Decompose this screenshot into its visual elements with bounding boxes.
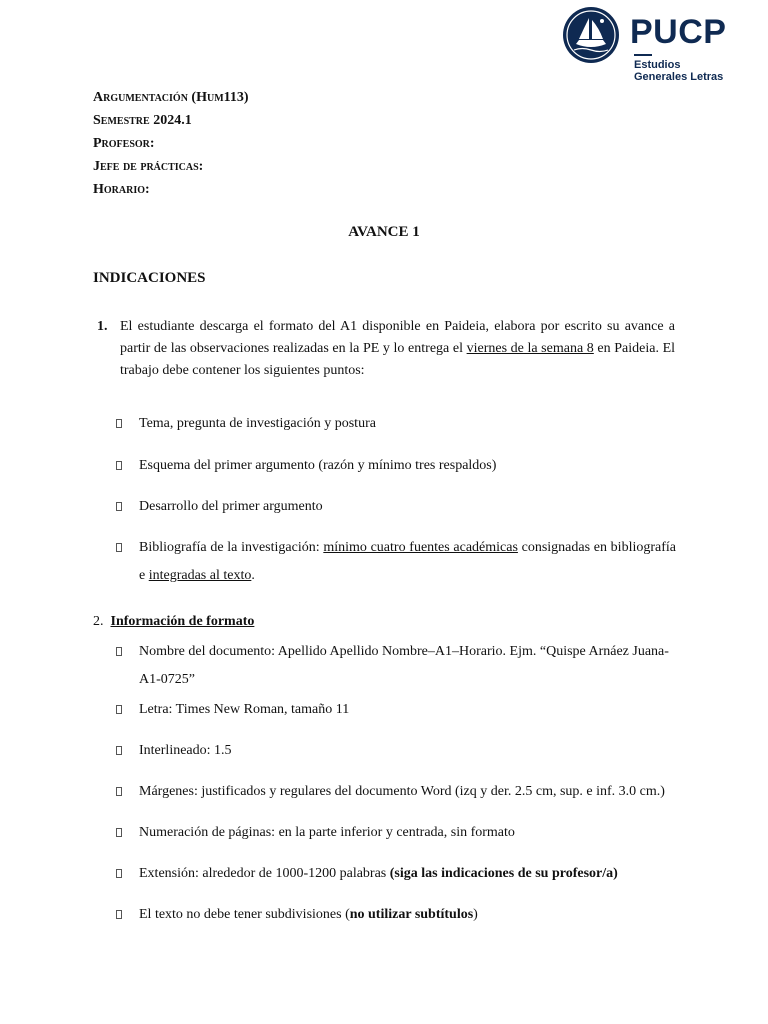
instruction-item-2 — [93, 611, 254, 633]
bullet-box-icon — [116, 910, 122, 919]
logo-subtitle-line1: Estudios — [634, 59, 681, 71]
bullet-box-icon — [116, 746, 122, 755]
logo-subtitle — [634, 59, 723, 83]
bullet-box-icon — [116, 461, 122, 470]
instruction-item-1 — [93, 316, 675, 382]
list-item: Tema, pregunta de investigación y postura — [116, 410, 676, 438]
section-heading: INDICACIONES — [93, 270, 206, 286]
list-item: Interlineado: 1.5 — [116, 737, 676, 765]
list-item: Numeración de páginas: en la parte inferior y centrada, sin formato — [116, 819, 676, 847]
list-item: El texto no debe tener subdivisiones (no utilizar subtítulos) — [116, 901, 676, 929]
list-item: Márgenes: justificados y regulares del documento Word (izq y der. 2.5 cm, sup. e inf. 3.0 cm.) — [116, 778, 676, 806]
logo-divider — [634, 54, 652, 56]
professor-label: Profesor: — [93, 136, 155, 151]
bullet-box-icon — [116, 828, 122, 837]
page-title: AVANCE 1 — [348, 224, 420, 240]
schedule-label: Horario: — [93, 182, 150, 197]
bullet-box-icon — [116, 705, 122, 714]
pucp-logo — [562, 4, 746, 84]
semester-label: Semestre 2024.1 — [93, 113, 192, 128]
list-item: Nombre del documento: Apellido Apellido Nombre–A1–Horario. Ejm. “Quispe Arnáez Juana-A1-0725” — [116, 638, 676, 694]
bullet-box-icon — [116, 543, 122, 552]
list-item: Desarrollo del primer argumento — [116, 493, 676, 521]
deadline-text: viernes de la semana 8 — [466, 341, 594, 356]
item-number: 2. — [93, 614, 104, 629]
item-text: El estudiante descarga el formato del A1 disponible en Paideia, elabora por escrito su avance a partir de las observaciones realizadas en la PE y lo entrega el viernes de la semana 8 en Paideia. El trabajo debe contener los siguientes puntos: — [120, 319, 676, 378]
bullet-box-icon — [116, 502, 122, 511]
list-item: Bibliografía de la investigación: mínimo cuatro fuentes académicas consignadas en bibliografía e integradas al texto. — [116, 534, 676, 590]
pucp-seal-icon — [562, 6, 620, 64]
bullet-box-icon — [116, 787, 122, 796]
item-heading: Información de formato — [110, 614, 255, 629]
list-item: Letra: Times New Roman, tamaño 11 — [116, 696, 676, 724]
logo-subtitle-line2: Generales Letras — [634, 71, 724, 83]
bullet-box-icon — [116, 419, 122, 428]
course-name: Argumentación (Hum113) — [93, 90, 249, 105]
list-item: Esquema del primer argumento (razón y mínimo tres respaldos) — [116, 452, 676, 480]
item-number: 1. — [97, 319, 108, 334]
bullet-box-icon — [116, 647, 122, 656]
course-header — [93, 86, 249, 201]
bullet-box-icon — [116, 869, 122, 878]
list-item: Extensión: alrededor de 1000-1200 palabras (siga las indicaciones de su profesor/a) — [116, 860, 676, 888]
chief-label: Jefe de prácticas: — [93, 159, 204, 174]
logo-name: PUCP — [630, 13, 727, 51]
